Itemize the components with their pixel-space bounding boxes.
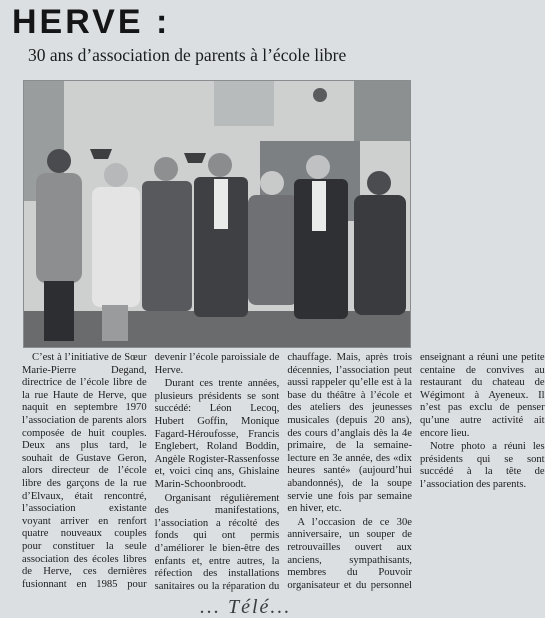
- article-subheadline: 30 ans d’association de parents à l’école libre: [28, 45, 347, 65]
- article-paragraph: C’est à l’initiative de Sœur Marie-Pierre Degand, directrice de l’école libre de la rue Haute de Herve, que naquit en septembre 1970 l’association de parents alors composée de huit couples. Deux ans plus tard, le souhait de Gustave Geron, alors directeur de l’école libre des garçons de la rue d’Elvaux, était rencontré, l’association existante voyant arriver en renfort quatre nouveaux couples pour constituer la seule association des écoles libres de Herve, ces dernières fusionnant en 1985 pour devenir l’école paroissiale de Herve.: [22, 352, 280, 590]
- article-paragraph: Durant ces trente années, plusieurs présidents se sont succédé: Léon Lecoq, Hubert Goffin, Monique Fagard-Héroufosse, Francis Englebert, Roland Boddin, Angèle Rogister-Rassenfosse et, voici cinq ans, Ghislaine Marin-Schoonbroodt.: [154, 378, 280, 490]
- article-body: [22, 352, 545, 602]
- next-article-fragment: ... Télé...: [200, 596, 292, 618]
- article-headline: HERVE :: [12, 3, 171, 41]
- group-photo: [23, 80, 411, 348]
- article-paragraph: Notre photo a réuni les présidents qui se sont succédé à la tête de l’association des parents.: [419, 441, 545, 490]
- article-paragraph: A l’occasion de ce 30e anniversaire, un souper de retrouvailles ouvert aux anciens, sympathisants, membres du Pouvoir organisateur et du personnel enseignant a réuni une petite centaine de convives au restaurant du chateau de Wégimont à Ayeneux. Il n’est pas exclu de penser qu’une autre activité ait encore lieu.: [287, 352, 545, 591]
- article-paragraph: Organisant régulièrement des manifestations, l’association a récolté des fonds qui ont permis d’améliorer le bien-être des enfants et, entre autres, la réfection des installations sanitaires ou la réparation du chauffage. Mais, après trois décennies, l’association peut aussi rappeler qu’elle est à la base du théâtre à l’école et des ateliers des jeunesses musicales (depuis 20 ans), des cours d’anglais dès la 4e primaire, de la semaine-lecture en 3e année, des «dix heures santé» (aujourd’hui abandonnés), de la soupe servie une fois par semaine en hiver, etc.: [154, 352, 412, 592]
